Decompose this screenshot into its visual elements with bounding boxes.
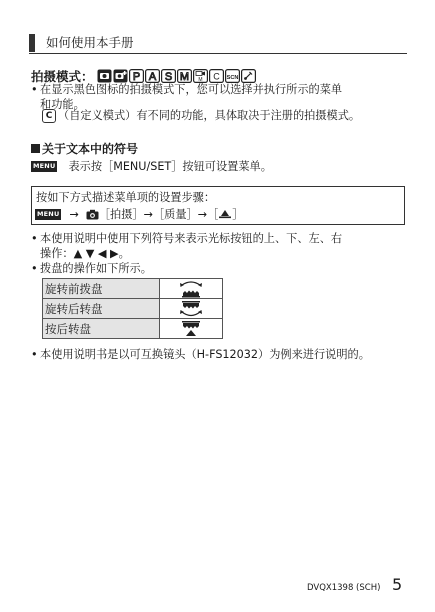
table-row [43,279,223,299]
cursor-note-line2: 操作：▲ ▼ ◀ ▶。 [40,247,130,260]
heading-square-icon [31,144,40,153]
step-open: ［ [207,208,219,221]
creative-video-mode-icon [193,69,208,83]
table-row [43,299,223,319]
mode-availability-note: • 在显示黑色图标的拍摄模式下，您可以选择并执行所示的菜单 和功能。 [31,82,411,112]
menu-steps-intro: 按如下方式描述菜单项的设置步骤： [36,191,216,204]
mode-note-line2: 和功能。 [40,98,85,111]
rear-dial-press-icon [160,320,222,338]
svg-text:P: P [132,71,140,83]
custom-mode-note [42,108,360,123]
menu-desc: 表示按［MENU/SET］按钮可设置菜单。 [68,160,272,173]
lens-note: • 本使用说明书是以可互换镜头（H-FS12032）为例来进行说明的。 [31,347,421,362]
rear-dial-rotate-icon [160,300,222,318]
menu-symbol-line [31,158,272,174]
dial-operation-table [42,278,223,339]
dial-label: 按后转盘 [43,319,160,339]
shutter-mode-icon [161,69,176,83]
lens-note-text: 本使用说明书是以可互换镜头（H-FS12032）为例来进行说明的。 [40,348,370,361]
menu-steps-path [35,206,244,222]
menu-badge-icon: MENU [37,209,60,218]
mode-note-line1: 在显示黑色图标的拍摄模式下，您可以选择并执行所示的菜单 [40,83,343,96]
svg-text:M: M [179,71,189,83]
custom-mode-icon [209,69,224,83]
camera-rec-icon [86,209,99,220]
aperture-mode-icon [145,69,160,83]
page-title: 如何使用本手册 [46,35,134,50]
step-rec: ［拍摄］ [98,208,144,221]
dial-label: 旋转前拨盘 [43,279,160,299]
table-row [43,319,223,339]
arrow-3: → [197,207,208,221]
creative-control-icon [241,69,256,83]
dial-operation-note: • 拨盘的操作如下所示。 [31,261,411,276]
mode-icons-row [97,69,257,83]
custom-note-text: （自定义模式）有不同的功能，具体取决于注册的拍摄模式。 [58,109,361,122]
custom-c-icon: C [42,109,56,123]
step-close: ］ [232,208,244,221]
dial-intro-text: 拨盘的操作如下所示。 [40,262,152,275]
page-number: 5 [392,575,403,594]
arrow-1: → [69,207,79,221]
quality-fine-icon [218,209,232,219]
scene-guide-icon [225,69,240,83]
front-dial-icon [160,280,222,298]
document-code: DVQX1398 (SCH) [307,583,381,593]
step-quality: ［质量］ [152,208,198,221]
symbols-heading [31,140,138,157]
cursor-note-line1: 本使用说明中使用下列符号来表示光标按钮的上、下、左、右 [40,232,343,245]
section-header [29,33,407,54]
manual-mode-icon [177,69,192,83]
cursor-button-note: • 本使用说明中使用下列符号来表示光标按钮的上、下、左、右 操作：▲ ▼ ◀ ▶。 [31,231,411,261]
menu-badge-icon: MENU [33,161,56,170]
svg-text:C: C [212,71,220,82]
dial-label: 旋转后转盘 [43,299,160,319]
menu-steps-box [31,186,405,225]
svg-text:S: S [164,71,172,83]
iauto-plus-icon [113,69,128,83]
iauto-icon [97,69,112,83]
svg-text:SCN: SCN [226,74,238,81]
svg-text:A: A [148,71,156,83]
arrow-2: → [143,207,153,221]
header-bar [29,34,35,52]
svg-text:M: M [197,77,203,83]
program-mode-icon [129,69,144,83]
symbols-heading-text: 关于文本中的符号 [42,142,139,156]
shooting-modes-label: 拍摄模式： [31,69,94,84]
